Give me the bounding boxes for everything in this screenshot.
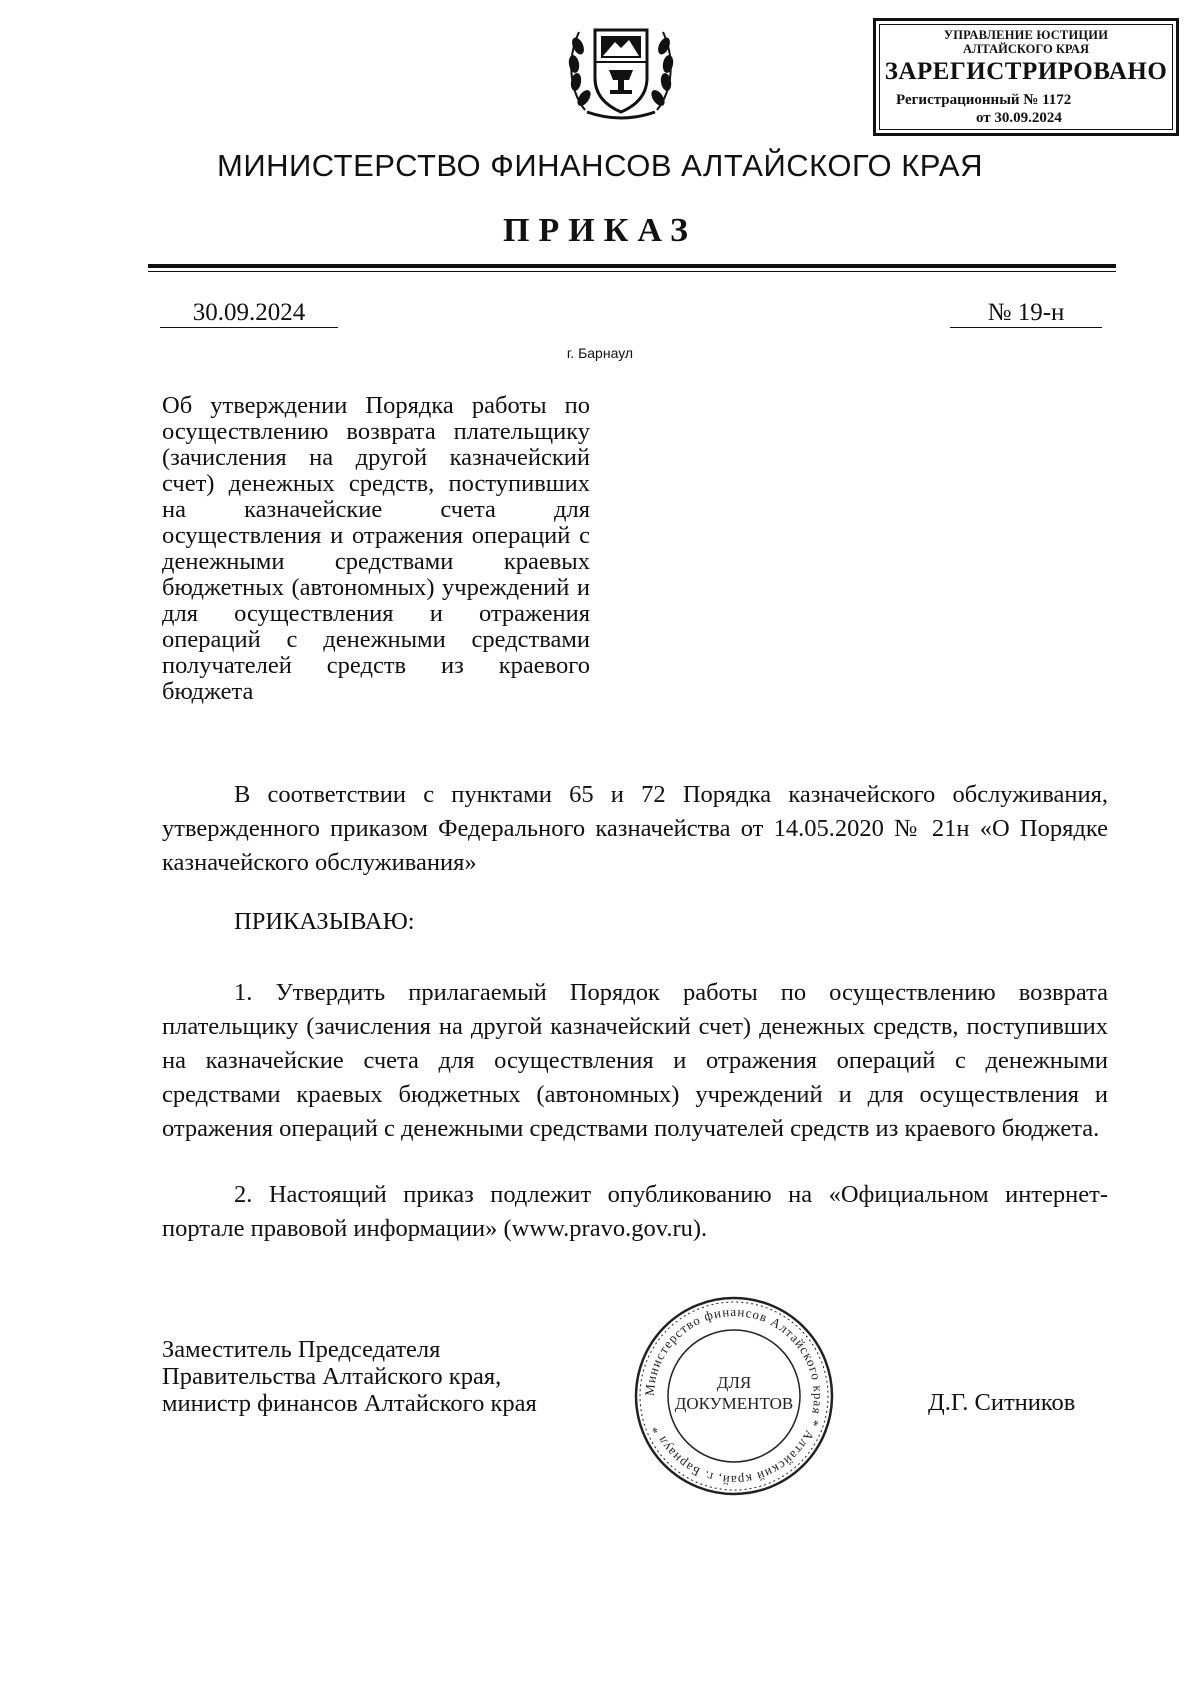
document-type-title: ПРИКАЗ: [503, 212, 697, 249]
coat-of-arms-emblem: [565, 12, 677, 122]
header-rule-thick: [148, 264, 1116, 268]
stamp-reg-date: от 30.09.2024: [976, 110, 1062, 126]
order-subject: Об утверждении Порядка работы по осуществлению возврата плательщику (зачисления на другой казначейский счет) денежных средств, поступивших на казначейские счета для осуществления и отражения операций с денежными средствами краевых бюджетных (автономных) учреждений и для осуществления и отражения операций с денежными средствами получателей средств из краевого бюджета: [162, 392, 590, 705]
header-rule-thin: [148, 271, 1116, 272]
signer-title: [162, 1336, 537, 1417]
signer-title-line3: министр финансов Алтайского края: [162, 1390, 537, 1417]
official-seal: [626, 1288, 842, 1504]
stamp-status: ЗАРЕГИСТРИРОВАНО: [884, 58, 1168, 85]
preamble-paragraph: В соответствии с пунктами 65 и 72 Порядка казначейского обслуживания, утвержденного приказом Федерального казначейства от 14.05.2020 № 21н «О Порядке казначейского обслуживания»: [162, 781, 1108, 876]
order-word: ПРИКАЗЫВАЮ:: [234, 908, 415, 935]
stamp-org-line1: УПРАВЛЕНИЕ ЮСТИЦИИ: [943, 28, 1109, 42]
signer-name: Д.Г. Ситников: [928, 1389, 1076, 1416]
city: г. Барнаул: [566, 345, 634, 361]
order-date: 30.09.2024: [160, 299, 338, 328]
stamp-reg-number: Регистрационный № 1172: [896, 92, 1072, 108]
stamp-org-line2: АЛТАЙСКОГО КРАЯ: [963, 42, 1089, 56]
ministry-name: МИНИСТЕРСТВО ФИНАНСОВ АЛТАЙСКОГО КРАЯ: [217, 148, 983, 183]
signer-title-line1: Заместитель Председателя: [162, 1336, 441, 1363]
order-item-1: 1. Утвердить прилагаемый Порядок работы по осуществлению возврата плательщику (зачисления на другой казначейский счет) денежных средств, поступивших на казначейские счета для осуществления и отражения операций с денежными средствами краевых бюджетных (автономных) учреждений и для осуществления и отражения операций с денежными средствами получателей средств из краевого бюджета.: [162, 979, 1108, 1142]
seal-center-line1: ДЛЯ: [716, 1373, 752, 1392]
signer-title-line2: Правительства Алтайского края,: [162, 1363, 502, 1390]
seal-center-line2: ДОКУМЕНТОВ: [674, 1394, 794, 1413]
order-number: № 19-н: [950, 299, 1102, 328]
order-item-2: 2. Настоящий приказ подлежит опубликованию на «Официальном интернет-портале правовой информации» (www.pravo.gov.ru).: [162, 1181, 1108, 1242]
registration-stamp: [873, 18, 1179, 136]
seal-ring-text: Министерство финансов Алтайского края * Алтайский край, г. Барнаул *: [641, 1303, 827, 1489]
